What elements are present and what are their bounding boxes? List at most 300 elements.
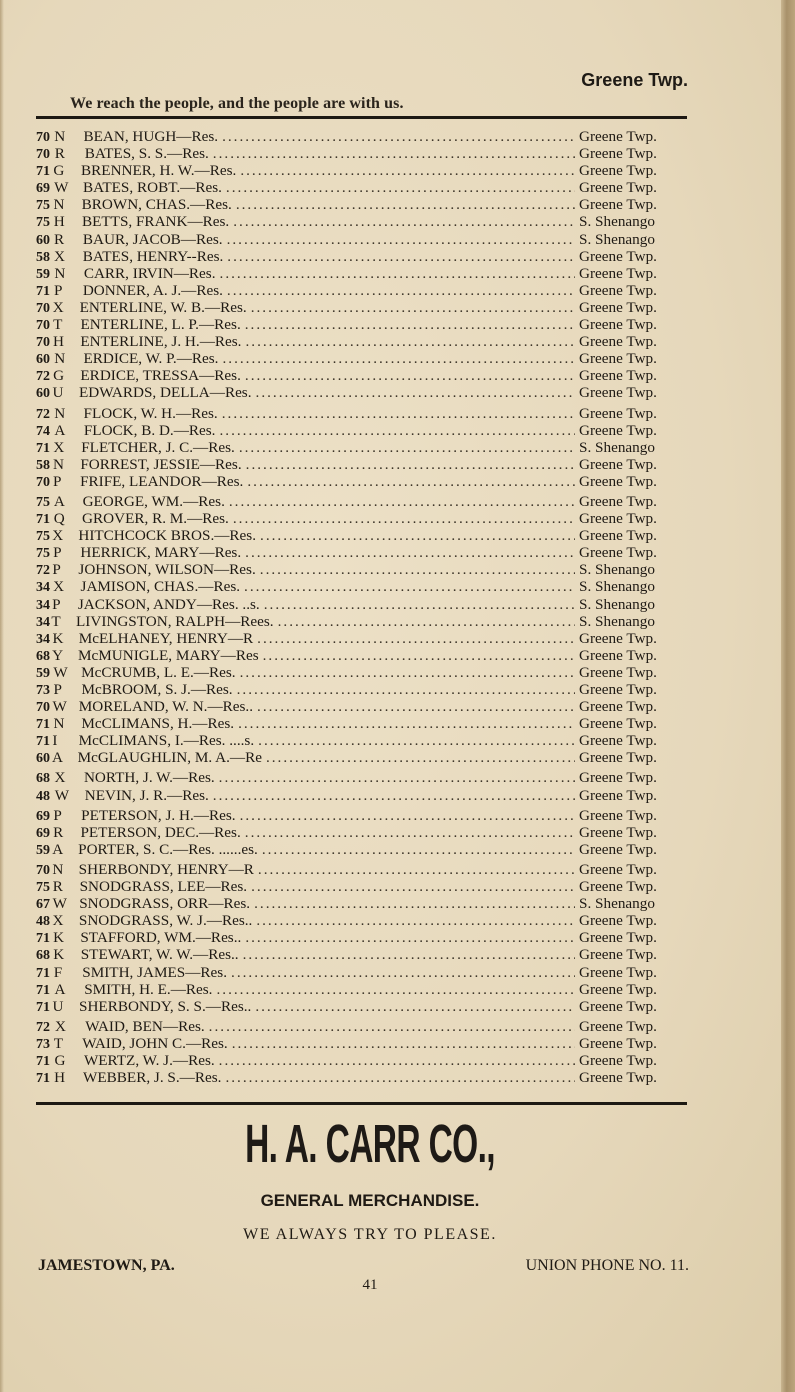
dot-leader — [236, 196, 575, 213]
listing-letter: N — [53, 715, 65, 733]
dot-leader — [260, 527, 575, 544]
listing-number: 34 — [36, 580, 50, 596]
listing-place: Greene Twp. — [579, 384, 657, 402]
listing-place: Greene Twp. — [579, 404, 657, 422]
listing-name: BEAN, HUGH—Res. — [83, 128, 219, 145]
listing-letter: P — [52, 561, 61, 579]
ad-motto: WE ALWAYS TRY TO PLEASE. — [243, 1226, 497, 1243]
listing-row — [36, 664, 691, 681]
dot-leader — [226, 179, 575, 196]
dot-leader — [240, 664, 575, 681]
listing-letter: W — [52, 698, 67, 716]
listing-row — [36, 422, 691, 439]
listing-name: SNODGRASS, ORR—Res. — [79, 895, 251, 913]
listing-row — [36, 912, 691, 929]
ad-company-name: H. A. CARR CO., — [245, 1114, 495, 1174]
book-spine — [781, 0, 795, 1392]
dot-leader — [257, 630, 575, 647]
listing-row — [36, 1069, 691, 1086]
listing-number: 34 — [36, 597, 50, 613]
listing-place: Greene Twp. — [579, 298, 657, 316]
listing-row — [36, 769, 691, 786]
dot-leader — [245, 333, 575, 350]
listing-place: Greene Twp. — [578, 1051, 657, 1069]
listing-name: SHERBONDY, HENRY—R — [78, 860, 254, 878]
dot-leader — [245, 544, 575, 561]
dot-leader — [263, 647, 575, 664]
listing-letter: N — [54, 128, 66, 145]
listing-number: 72 — [36, 369, 50, 385]
listing-letter: X — [53, 438, 65, 456]
listing-place: Greene Twp. — [579, 980, 657, 998]
listing-row — [36, 841, 691, 858]
listing-name: CARR, IRVIN—Res. — [83, 264, 216, 282]
listing-name: HITCHCOCK BROS.—Res. — [78, 527, 257, 545]
dot-leader — [219, 1052, 575, 1069]
listing-place: S. Shenango — [579, 561, 655, 579]
dot-leader — [233, 213, 575, 230]
listing-number: 72 — [36, 1019, 50, 1035]
listing-row — [36, 299, 691, 316]
dot-leader — [220, 265, 575, 282]
listing-place: Greene Twp. — [579, 128, 657, 145]
listing-letter: N — [54, 404, 66, 422]
listing-name: HERRICK, MARY—Res. — [80, 544, 242, 562]
listing-row — [36, 350, 691, 367]
listing-number: 70 — [36, 130, 50, 145]
dot-leader — [243, 946, 575, 963]
dot-leader — [246, 456, 575, 473]
listing-name: MORELAND, W. N.—Res.. — [78, 698, 254, 716]
listing-place: Greene Twp. — [579, 1034, 657, 1052]
listing-letter: R — [54, 230, 65, 248]
listing-number: 73 — [36, 1036, 50, 1052]
listing-place: Greene Twp. — [579, 350, 657, 368]
listing-row — [36, 367, 691, 384]
listing-row — [36, 630, 691, 647]
dot-leader — [245, 316, 575, 333]
dot-leader — [227, 282, 575, 299]
listing-letter: H — [53, 213, 65, 231]
listing-name: BATES, HENRY--Res. — [82, 247, 224, 265]
listing-letter: P — [54, 281, 63, 299]
directory-listing — [36, 128, 691, 1086]
listing-name: FLOCK, W. H.—Res. — [83, 404, 218, 422]
listing-number: 68 — [36, 948, 50, 964]
dot-leader — [232, 1035, 575, 1052]
listing-row — [36, 1018, 691, 1035]
listing-name: PETERSON, J. H.—Res. — [81, 806, 236, 824]
dot-leader — [240, 162, 575, 179]
listing-number: 70 — [36, 700, 50, 716]
dot-leader — [219, 769, 575, 786]
bottom-rule — [36, 1102, 687, 1105]
listing-name: SHERBONDY, S. S.—Res.. — [79, 997, 252, 1015]
listing-letter: T — [53, 316, 63, 334]
listing-name: FLOCK, B. D.—Res. — [83, 421, 216, 439]
listing-letter: P — [52, 472, 62, 490]
listing-row — [36, 964, 691, 981]
listing-number: 71 — [36, 164, 50, 180]
listing-number: 70 — [36, 147, 50, 163]
listing-letter: X — [52, 298, 64, 316]
listing-row — [36, 732, 691, 749]
listing-number: 70 — [36, 862, 50, 878]
listing-place: Greene Twp. — [579, 510, 657, 528]
listing-letter: G — [53, 367, 65, 385]
listing-number: 71 — [36, 283, 50, 299]
listing-row — [36, 613, 691, 630]
dot-leader — [238, 715, 575, 732]
listing-place: Greene Twp. — [578, 1017, 657, 1035]
listing-name: FRIFE, LEANDOR—Res. — [80, 472, 244, 490]
listing-row — [36, 1052, 691, 1069]
listing-name: BATES, ROBT.—Res. — [82, 179, 222, 197]
listing-letter: W — [54, 179, 69, 197]
listing-row — [36, 179, 691, 196]
dot-leader — [239, 439, 575, 456]
listing-name: McGLAUGHLIN, M. A.—Re — [77, 749, 262, 767]
listing-name: STAFFORD, WM.—Res.. — [80, 929, 242, 947]
listing-row — [36, 265, 691, 282]
dot-leader — [262, 841, 575, 858]
listing-row — [36, 1035, 691, 1052]
listing-place: Greene Twp. — [579, 769, 657, 787]
dot-leader — [225, 1069, 575, 1086]
listing-place: Greene Twp. — [579, 840, 657, 858]
listing-name: SNODGRASS, LEE—Res. — [79, 878, 248, 896]
listing-row — [36, 384, 691, 401]
listing-letter: T — [53, 1034, 64, 1052]
listing-name: McCLIMANS, H.—Res. — [81, 715, 235, 733]
listing-place: Greene Twp. — [578, 860, 657, 878]
listing-place: Greene Twp. — [579, 455, 657, 473]
listing-number: 71 — [36, 512, 50, 528]
listing-number: 59 — [36, 266, 50, 282]
listing-name: ENTERLINE, J. H.—Res. — [80, 333, 242, 351]
listing-place: Greene Twp. — [579, 749, 657, 767]
listing-letter: H — [53, 333, 65, 351]
listing-place: Greene Twp. — [579, 281, 657, 299]
listing-number: 60 — [36, 386, 50, 402]
listing-number: 71 — [36, 1053, 50, 1069]
listing-letter: X — [52, 912, 64, 930]
listing-place: Greene Twp. — [579, 912, 657, 930]
listing-letter: N — [53, 455, 65, 473]
listing-row — [36, 145, 691, 162]
listing-letter: G — [53, 162, 65, 180]
listing-number: 34 — [36, 631, 50, 647]
listing-name: BATES, S. S.—Res. — [84, 145, 209, 163]
listing-row — [36, 248, 691, 265]
listing-letter: A — [52, 840, 64, 858]
listing-row — [36, 929, 691, 946]
dot-leader — [222, 350, 575, 367]
listing-name: JAMISON, CHAS.—Res. — [80, 578, 241, 596]
listing-letter: T — [51, 612, 61, 630]
listing-letter: Y — [52, 646, 64, 664]
listing-number: 58 — [36, 249, 50, 265]
listing-row — [36, 878, 691, 895]
listing-row — [36, 998, 691, 1015]
listing-row — [36, 561, 691, 578]
listing-place: Greene Twp. — [579, 264, 657, 282]
dot-leader — [247, 473, 575, 490]
listing-number: 75 — [36, 494, 50, 510]
listing-row — [36, 715, 691, 732]
listing-name: FLETCHER, J. C.—Res. — [81, 438, 235, 456]
listing-letter: A — [53, 492, 65, 510]
listing-name: ERDICE, W. P.—Res. — [83, 350, 219, 368]
listing-name: McCRUMB, L. E.—Res. — [81, 663, 236, 681]
dot-leader — [266, 749, 575, 766]
listing-letter: N — [53, 196, 65, 214]
listing-name: WAID, BEN—Res. — [85, 1017, 205, 1035]
listing-place: Greene Twp. — [579, 247, 657, 265]
listing-name: McCLIMANS, I.—Res. ....s. — [78, 732, 255, 750]
listing-place: S. Shenango — [579, 230, 655, 248]
dot-leader — [227, 231, 575, 248]
dot-leader — [216, 981, 575, 998]
dot-leader — [213, 145, 575, 162]
listing-number: 71 — [36, 999, 50, 1015]
listing-place: Greene Twp. — [579, 1069, 657, 1087]
listing-place: Greene Twp. — [579, 316, 657, 334]
dot-leader — [231, 964, 575, 981]
listing-letter: Q — [53, 510, 65, 528]
ad-phone: UNION PHONE NO. 11. — [525, 1257, 689, 1274]
listing-name: NORTH, J. W.—Res. — [83, 769, 215, 787]
listing-place: Greene Twp. — [579, 421, 657, 439]
dot-leader — [245, 367, 575, 384]
listing-place: Greene Twp. — [579, 646, 657, 664]
listing-letter: W — [53, 663, 68, 681]
listing-row — [36, 749, 691, 766]
listing-place: Greene Twp. — [579, 715, 657, 733]
listing-number: 71 — [36, 982, 50, 998]
listing-letter: G — [54, 1051, 66, 1069]
listing-name: PETERSON, DEC.—Res. — [80, 823, 241, 841]
listing-row — [36, 981, 691, 998]
listing-letter: N — [52, 860, 64, 878]
listing-letter: U — [52, 997, 64, 1015]
listing-place: Greene Twp. — [579, 878, 657, 896]
listing-place: S. Shenango — [579, 612, 655, 630]
listing-name: ERDICE, TRESSA—Res. — [80, 367, 241, 385]
listing-name: McELHANEY, HENRY—R — [78, 629, 254, 647]
top-rule — [36, 116, 687, 119]
listing-number: 60 — [36, 751, 50, 767]
listing-number: 70 — [36, 300, 50, 316]
listing-place: Greene Twp. — [579, 929, 657, 947]
listing-row — [36, 456, 691, 473]
listing-letter: P — [53, 806, 62, 824]
listing-letter: X — [54, 247, 65, 265]
listing-letter: A — [54, 980, 66, 998]
listing-number: 75 — [36, 546, 50, 562]
listing-number: 58 — [36, 457, 50, 473]
listing-name: McBROOM, S. J.—Res. — [81, 681, 233, 698]
listing-row — [36, 698, 691, 715]
listing-letter: A — [52, 749, 63, 767]
listing-number: 71 — [36, 717, 50, 733]
section-title: Greene Twp. — [581, 70, 688, 90]
listing-name: GEORGE, WM.—Res. — [82, 492, 225, 510]
listing-number: 69 — [36, 181, 50, 197]
dot-leader — [251, 878, 575, 895]
listing-number: 75 — [36, 215, 50, 231]
listing-letter: X — [54, 769, 66, 787]
listing-name: BRENNER, H. W.—Res. — [81, 162, 237, 180]
listing-letter: K — [53, 929, 65, 947]
listing-letter: X — [52, 527, 64, 545]
listing-number: 71 — [36, 440, 50, 456]
dot-leader — [256, 912, 575, 929]
listing-name: LIVINGSTON, RALPH—Rees. — [76, 612, 274, 630]
listing-number: 71 — [36, 734, 50, 750]
listing-row — [36, 196, 691, 213]
listing-row — [36, 493, 691, 510]
listing-place: S. Shenango — [579, 438, 655, 456]
listing-row — [36, 647, 691, 664]
listing-row — [36, 681, 691, 698]
listing-number: 70 — [36, 318, 50, 334]
listing-name: ENTERLINE, W. B.—Res. — [79, 298, 247, 316]
listing-place: Greene Twp. — [579, 806, 657, 824]
dot-leader — [264, 596, 575, 613]
dot-leader — [222, 405, 575, 422]
listing-letter: R — [54, 145, 65, 163]
listing-letter: P — [52, 595, 61, 613]
listing-name: McMUNIGLE, MARY—Res — [78, 646, 259, 664]
dot-leader — [255, 998, 575, 1015]
listing-letter: U — [52, 384, 64, 402]
dot-leader — [213, 787, 575, 804]
listing-place: Greene Twp. — [579, 997, 657, 1015]
listing-place: S. Shenango — [579, 213, 655, 231]
listing-name: DONNER, A. J.—Res. — [82, 281, 223, 299]
dot-leader — [229, 493, 575, 510]
dot-leader — [278, 613, 575, 630]
listing-row — [36, 473, 691, 490]
listing-name: NEVIN, J. R.—Res. — [84, 786, 209, 804]
dot-leader — [251, 299, 575, 316]
listing-letter: W — [52, 895, 67, 913]
listing-number: 75 — [36, 880, 50, 896]
listing-row — [36, 439, 691, 456]
listing-letter: K — [53, 946, 65, 964]
listing-letter: X — [53, 578, 65, 596]
dot-leader — [244, 578, 575, 595]
listing-row — [36, 544, 691, 561]
listing-place: Greene Twp. — [579, 786, 657, 804]
listing-name: WAID, JOHN C.—Res. — [82, 1034, 228, 1052]
listing-row — [36, 405, 691, 422]
listing-name: STEWART, W. W.—Res.. — [80, 946, 239, 964]
listing-letter: P — [53, 544, 62, 562]
listing-place: S. Shenango — [579, 595, 655, 613]
page-left-edge — [0, 0, 4, 1392]
listing-place: Greene Twp. — [579, 946, 657, 964]
listing-number: 48 — [36, 914, 50, 930]
listing-name: BAUR, JACOB—Res. — [82, 230, 223, 248]
listing-row — [36, 213, 691, 230]
listing-letter: W — [54, 786, 70, 804]
listing-number: 60 — [36, 232, 50, 248]
listing-name: FORREST, JESSIE—Res. — [80, 455, 242, 473]
listing-row — [36, 282, 691, 299]
listing-place: Greene Twp. — [579, 179, 657, 197]
tagline: We reach the people, and the people are with us. — [70, 95, 404, 112]
listing-place: Greene Twp. — [579, 544, 657, 562]
dot-leader — [219, 422, 575, 439]
dot-leader — [260, 561, 575, 578]
ad-business-type: GENERAL MERCHANDISE. — [260, 1191, 480, 1210]
listing-number: 69 — [36, 825, 50, 841]
listing-place: Greene Twp. — [578, 333, 657, 351]
dot-leader — [233, 510, 575, 527]
listing-place: Greene Twp. — [579, 963, 657, 981]
listing-place: Greene Twp. — [579, 527, 657, 545]
listing-name: GROVER, R. M.—Res. — [82, 510, 229, 528]
listing-place: Greene Twp. — [579, 145, 657, 163]
listing-letter: A — [54, 421, 66, 439]
listing-place: Greene Twp. — [578, 367, 657, 385]
listing-place: Greene Twp. — [579, 698, 657, 716]
listing-place: Greene Twp. — [578, 492, 657, 510]
listing-place: S. Shenango — [579, 578, 655, 596]
listing-name: EDWARDS, DELLA—Res. — [78, 384, 252, 402]
listing-row — [36, 946, 691, 963]
listing-row — [36, 787, 691, 804]
dot-leader — [245, 929, 575, 946]
listing-row — [36, 527, 691, 544]
dot-leader — [240, 807, 575, 824]
dot-leader — [222, 128, 575, 145]
listing-place: Greene Twp. — [579, 162, 657, 180]
listing-place: Greene Twp. — [578, 196, 657, 214]
listing-letter: R — [52, 878, 63, 896]
listing-place: Greene Twp. — [579, 681, 657, 698]
dot-leader — [227, 248, 575, 265]
dot-leader — [209, 1018, 575, 1035]
listing-letter: N — [54, 264, 66, 282]
listing-number: 67 — [36, 897, 50, 913]
listing-letter: I — [52, 732, 58, 750]
listing-number: 72 — [36, 406, 50, 422]
listing-row — [36, 510, 691, 527]
listing-number: 34 — [36, 614, 50, 630]
listing-row — [36, 333, 691, 350]
listing-row — [36, 824, 691, 841]
listing-name: BETTS, FRANK—Res. — [81, 213, 230, 231]
listing-letter: P — [53, 681, 62, 698]
listing-letter: N — [54, 350, 66, 368]
listing-name: WEBBER, J. S.—Res. — [83, 1069, 222, 1087]
listing-name: WERTZ, W. J.—Res. — [83, 1051, 215, 1069]
dot-leader — [256, 384, 575, 401]
listing-row — [36, 578, 691, 595]
listing-place: Greene Twp. — [578, 732, 657, 750]
listing-name: SMITH, H. E.—Res. — [84, 980, 213, 998]
listing-row — [36, 807, 691, 824]
listing-place: Greene Twp. — [579, 823, 657, 841]
listing-number: 71 — [36, 965, 50, 981]
dot-leader — [258, 732, 575, 749]
listing-name: SMITH, JAMES—Res. — [82, 963, 228, 981]
listing-row — [36, 861, 691, 878]
listing-number: 75 — [36, 198, 50, 214]
